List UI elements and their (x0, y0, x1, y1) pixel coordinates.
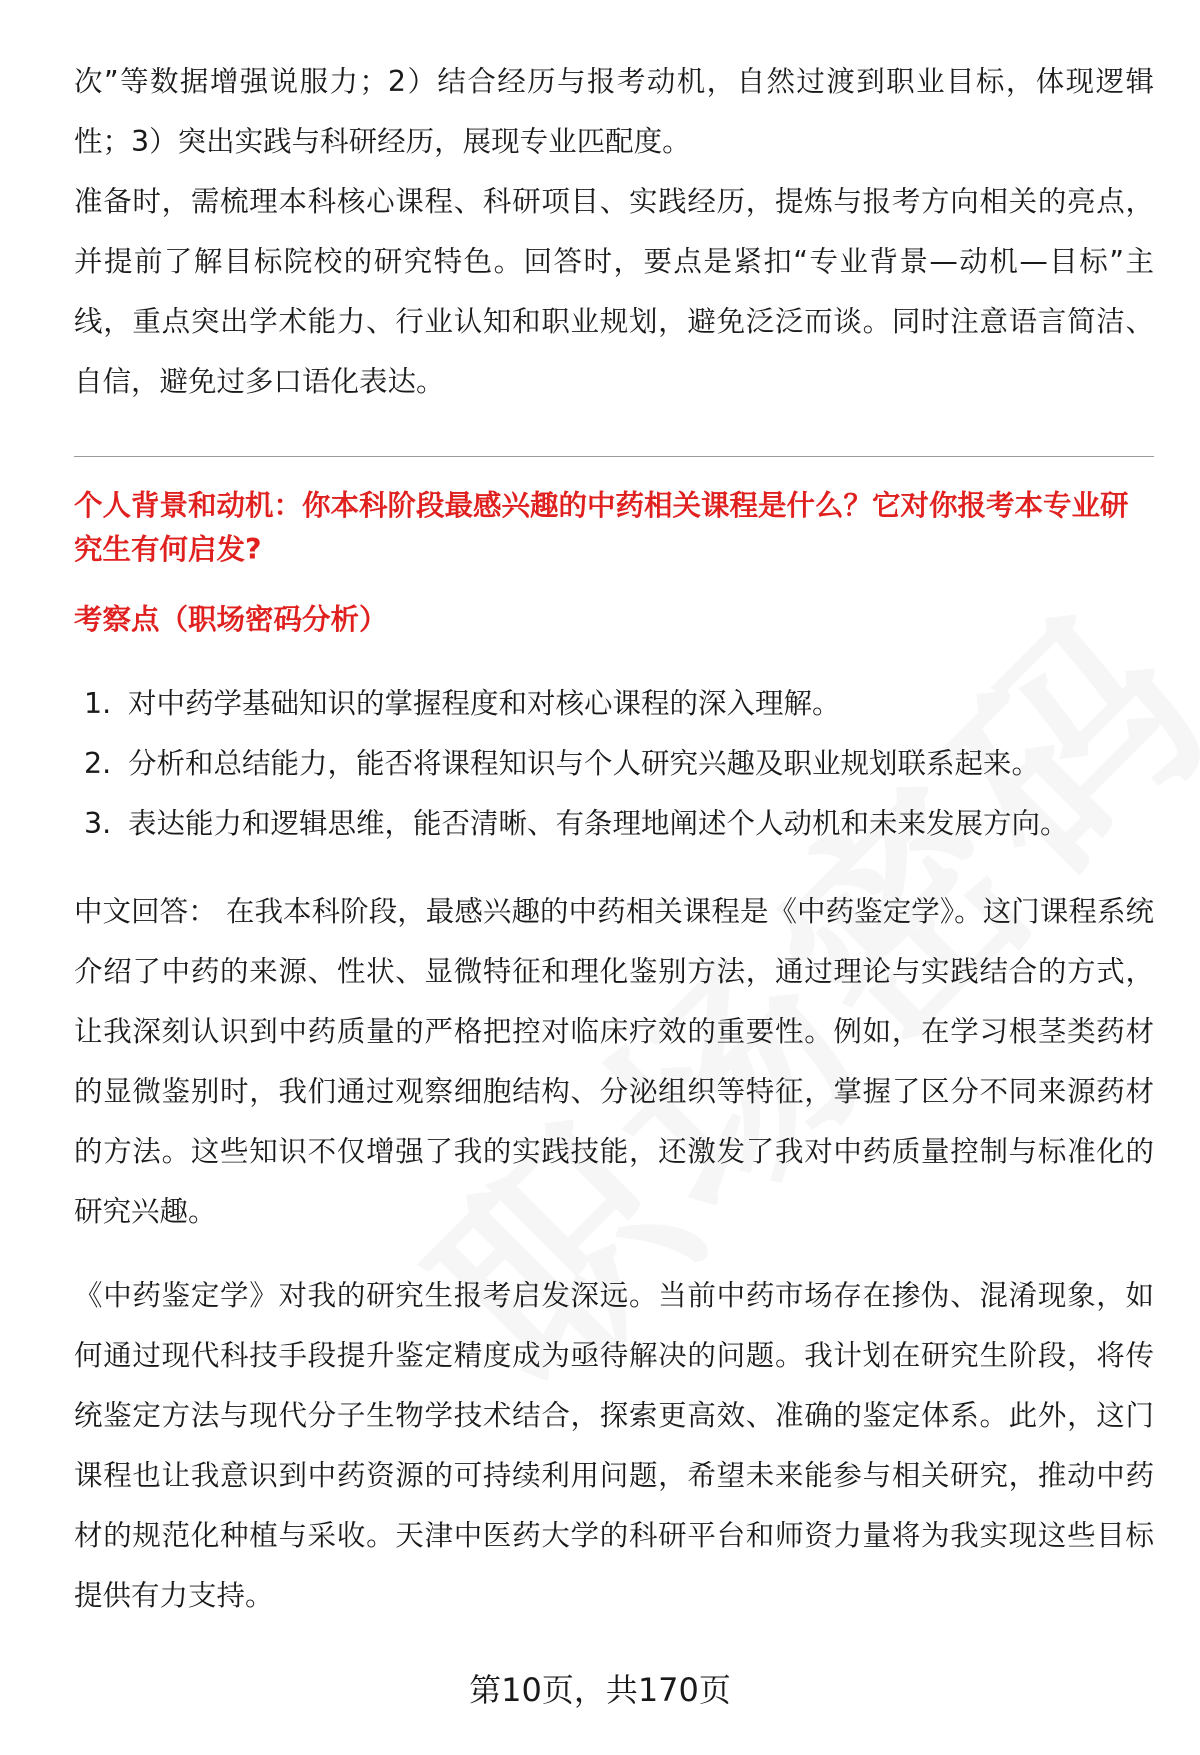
list-item-text: 表达能力和逻辑思维，能否清晰、有条理地阐述个人动机和未来发展方向。 (128, 807, 1069, 840)
answer-paragraph-2: 《中药鉴定学》对我的研究生报考启发深远。当前中药市场存在掺伪、混淆现象，如何通过现代科技手段提升鉴定精度成为亟待解决的问题。我计划在研究生阶段，将传统鉴定方法与现代分子生物学技术结合，探索更高效、准确的鉴定体系。此外，这门课程也让我意识到中药资源的可持续利用问题，希望未来能参与相关研究，推动中药材的规范化种植与采收。天津中医药大学的科研平台和师资力量将为我实现这些目标提供有力支持。 (74, 1279, 1154, 1612)
list-item-text: 分析和总结能力，能否将课程知识与个人研究兴趣及职业规划联系起来。 (128, 747, 1041, 780)
assessment-points-heading: 考察点（职场密码分析） (74, 603, 388, 636)
list-item (84, 734, 1144, 794)
list-item-text: 对中药学基础知识的掌握程度和对核心课程的深入理解。 (128, 687, 841, 720)
list-item (84, 674, 1144, 734)
intro-section (74, 52, 1154, 412)
assessment-points-list (84, 674, 1144, 854)
list-item-number: 2. (84, 747, 112, 780)
list-item (84, 794, 1144, 854)
answer-paragraph-1: 中文回答： 在我本科阶段，最感兴趣的中药相关课程是《中药鉴定学》。这门课程系统介绍了中药的来源、性状、显微特征和理化鉴别方法，通过理论与实践结合的方式，让我深刻认识到中药质量的严格把控对临床疗效的重要性。例如，在学习根茎类药材的显微鉴别时，我们通过观察细胞结构、分泌组织等特征，掌握了区分不同来源药材的方法。这些知识不仅增强了我的实践技能，还激发了我对中药质量控制与标准化的研究兴趣。 (74, 895, 1154, 1228)
question-title: 个人背景和动机：你本科阶段最感兴趣的中药相关课程是什么？它对你报考本专业研究生有何启发? (74, 489, 1129, 566)
section-divider (74, 456, 1154, 457)
answer-section-1 (74, 882, 1154, 1242)
intro-paragraph-2: 准备时，需梳理本科核心课程、科研项目、实践经历，提炼与报考方向相关的亮点，并提前了解目标院校的研究特色。回答时，要点是紧扣“专业背景—动机—目标”主线，重点突出学术能力、行业认知和职业规划，避免泛泛而谈。同时注意语言简洁、自信，避免过多口语化表达。 (74, 185, 1154, 398)
answer-section-2 (74, 1266, 1154, 1626)
list-item-number: 3. (84, 807, 112, 840)
intro-paragraph-1: 次”等数据增强说服力；2）结合经历与报考动机，自然过渡到职业目标，体现逻辑性；3）突出实践与科研经历，展现专业匹配度。 (74, 65, 1154, 158)
list-item-number: 1. (84, 687, 112, 720)
page-number: 第10页，共170页 (469, 1671, 731, 1709)
